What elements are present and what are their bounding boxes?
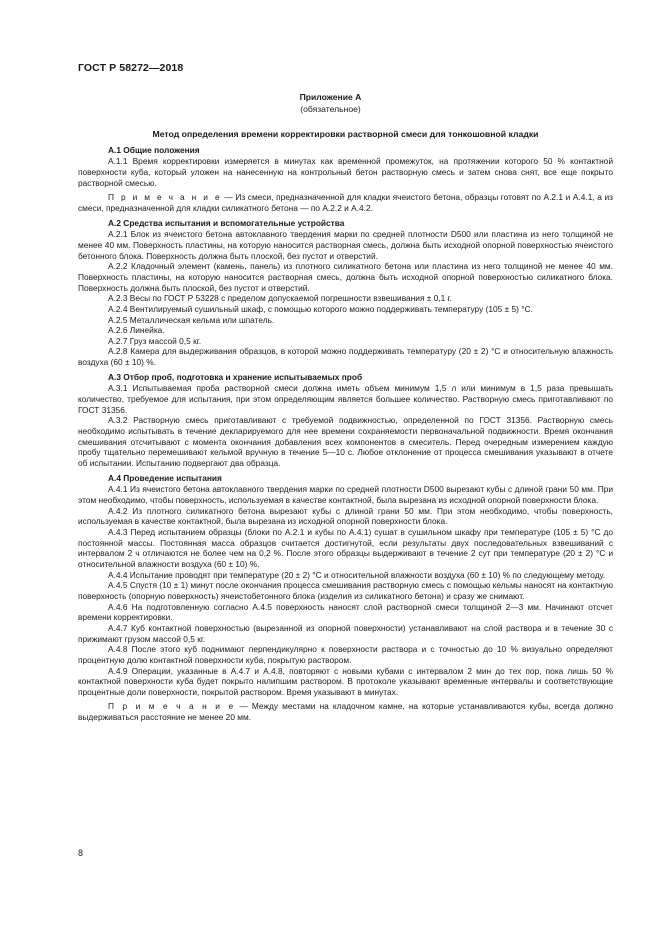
paragraph: А.2.3 Весы по ГОСТ Р 53228 с пределом допускаемой погрешности взвешивания ± 0,1 г. bbox=[108, 293, 452, 304]
section-heading: А.4 Проведение испытания bbox=[108, 472, 222, 483]
paragraph: А.2.6 Линейка. bbox=[108, 325, 165, 336]
paragraph: А.3.2 Растворную смесь приготавливают с требуемой подвижностью, определенной по ГОСТ 31356. Растворную смесь необходимо испытывать в течение декларируемого для нее времени сохраняемости первоначальной подвижности. Время окончания смешивания отсчитывают с момента окончания добавления всех компонентов в смеситель. Перед очередным измерением каждую пробу тщательно перемешивают кельмой вручную в течение 5—10 с. Любое отклонение от процесса смешивания указывают в отчете об испытании. Испытанию подвергают два образца. bbox=[78, 415, 613, 469]
document-body bbox=[78, 129, 613, 723]
paragraph: А.4.5 Спустя (10 ± 1) минут после окончания процесса смешивания растворную смесь с помощью кельмы наносят на контактную поверхность (опорную поверхность) ячеистобетонного блока (изделия из силикатного бетона) и сразу же снимают. bbox=[78, 580, 613, 601]
section-heading: А.1 Общие положения bbox=[108, 144, 200, 155]
paragraph: А.4.7 Куб контактной поверхностью (вырезанной из опорной поверхности) устанавливают на слой раствора и в течение 30 с прижимают грузом массой 0,5 кг. bbox=[78, 622, 613, 644]
note bbox=[78, 701, 613, 722]
paragraph: А.4.4 Испытание проводят при температуре (20 ± 2) °С и относительной влажности воздуха (60 ± 10) % по следующему методу. bbox=[108, 569, 606, 580]
section-heading: А.2 Средства испытания и вспомогательные устройства bbox=[108, 217, 345, 228]
annex-title: Приложение А bbox=[299, 92, 362, 102]
annex-subtitle: (обязательное) bbox=[300, 103, 361, 114]
paragraph: А.2.8 Камера для выдерживания образцов, в которой можно поддерживать температуру (20 ± 2) °С и относительную влажность воздуха (60 ± 10) %. bbox=[78, 346, 613, 368]
paragraph: А.2.2 Кладочный элемент (камень, панель) из плотного силикатного бетона или пластина из него толщиной не менее 40 мм. Поверхность пластины, на которую наносится растворная смесь, должна быть исходной опорной поверхностью силикатного блока. Поверхность должна быть плоской, без пустот и отверстий. bbox=[78, 261, 613, 293]
paragraph: А.4.2 Из плотного силикатного бетона вырезают кубы с длиной грани 50 мм. При этом необходимо, чтобы поверхность, используемая в качестве контактной, была вырезана из исходной опорной поверхности блока. bbox=[78, 505, 613, 527]
paragraph: А.4.9 Операции, указанные в А.4.7 и А.4.8, повторяют с новыми кубами с интервалом 2 мин до тех пор, пока лишь 50 % контактной поверхности куба будет покрыто налипшим раствором. В протоколе указывают временные интервалы и соответствующие процентные доли поверхности, покрытой раствором. Время указывают в минутах. bbox=[78, 665, 613, 697]
page-number: 8 bbox=[78, 848, 84, 858]
annex-heading bbox=[78, 92, 583, 115]
paragraph: А.3.1 Испытываемая проба растворной смеси должна иметь объем минимум 1,5 л или минимум в 1,5 раза превышать количество, требуемое для испытания, при этом определяющим является большее количество. Растворную смесь приготавливают по ГОСТ 31356. bbox=[78, 383, 613, 415]
standard-designation: ГОСТ Р 58272—2018 bbox=[78, 62, 184, 74]
paragraph: А.4.6 На подготовленную согласно А.4.5 поверхность наносят слой растворной смеси толщиной 2—3 мм. Начинают отсчет времени корректировки. bbox=[78, 601, 613, 623]
note-text: — Из смеси, предназначенной для кладки ячеистого бетона, образцы готовят по А.2.1 и А.4.1, а из смеси, предназначенной для кладки силикатного бетона — по А.2.2 и А.4.2. bbox=[78, 192, 613, 213]
note bbox=[78, 192, 613, 213]
paragraph: А.2.4 Вентилируемый сушильный шкаф, с помощью которого можно поддерживать температуру (105 ± 5) °С. bbox=[108, 303, 533, 314]
paragraph: А.4.1 Из ячеистого бетона автоклавного твердения марки по средней плотности D500 вырезают кубы с длиной грани 50 мм. При этом необходимо, чтобы поверхность, используемая в качестве контактной, была вырезана из исходной опорной поверхности блока. bbox=[78, 484, 613, 505]
note-label: П р и м е ч а н и е bbox=[108, 192, 222, 203]
document-title: Метод определения времени корректировки растворной смеси для тонкошовной кладки bbox=[152, 129, 539, 139]
paragraph: А.1.1 Время корректировки измеряется в минутах как временной промежуток, на протяжении которого 50 % контактной поверхности куба, который уложен на нанесенную на контрольный бетон растворную смесь и затем снова снят, все еще покрыто растворной смесью. bbox=[78, 156, 613, 188]
note-label: П р и м е ч а н и е bbox=[108, 701, 236, 712]
note-text: — Между местами на кладочном камне, на которые устанавливаются кубы, всегда должно выдерживаться расстояние не менее 20 мм. bbox=[78, 701, 613, 723]
section-heading: А.3 Отбор проб, подготовка и хранение испытываемых проб bbox=[108, 371, 363, 382]
paragraph: А.2.1 Блок из ячеистого бетона автоклавного твердения марки по средней плотности D500 или пластина из него толщиной не менее 40 мм. Поверхность пластины, на которую наносится растворная смесь, должна быть исходной опорной поверхностью ячеистого бетонного блока. Поверхность должна быть плоской, без пустот и отверстий. bbox=[78, 229, 613, 261]
paragraph: А.4.8 После этого куб поднимают перпендикулярно к поверхности раствора и с точностью до 10 % визуально определяют процентную долю контактной поверхности куба, покрытую раствором. bbox=[78, 644, 613, 665]
paragraph: А.2.7 Груз массой 0,5 кг. bbox=[108, 335, 202, 346]
paragraph: А.4.3 Перед испытанием образцы (блоки по А.2.1 и кубы по А.4.1) сушат в сушильном шкафу при температуре (105 ± 5) °С до постоянной массы. Постоянная масса образцов считается достигнутой, если результаты двух последовательных взвешиваний с интервалом 2 ч отличаются не более чем на 0,2 %. После этого образцы выдерживают в течение 2 сут при температуре (20 ± 2) °С и относительной влажности воздуха (60 ± 10) %. bbox=[78, 526, 613, 569]
paragraph: А.2.5 Металлическая кельма или шпатель. bbox=[108, 314, 275, 325]
